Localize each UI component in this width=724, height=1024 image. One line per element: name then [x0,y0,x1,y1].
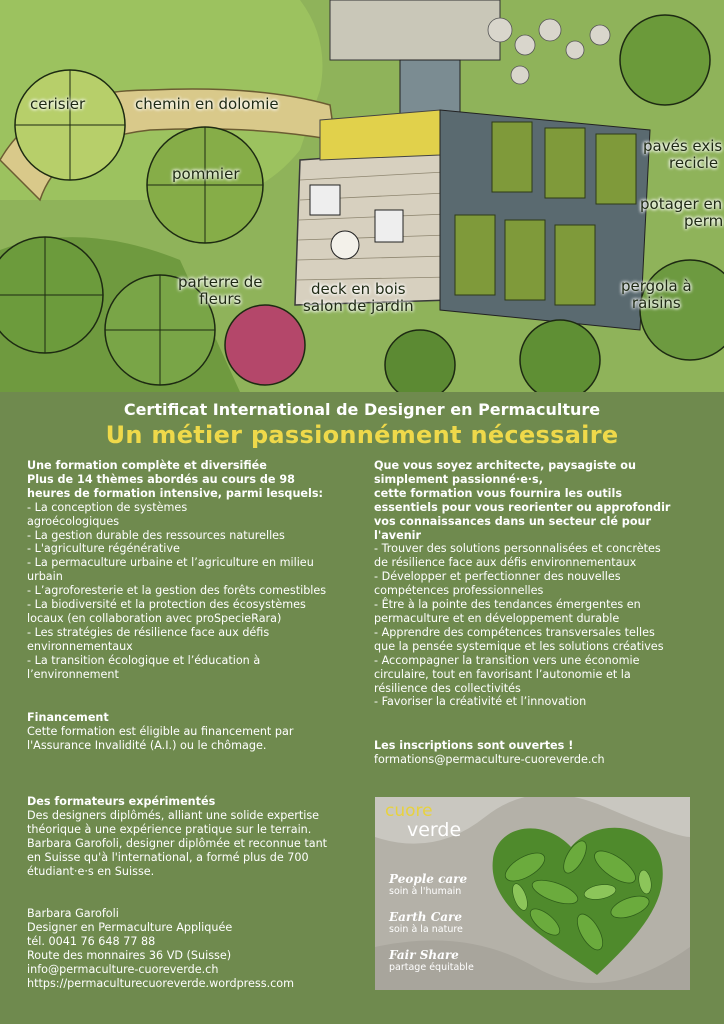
audience-block: Que vous soyez architecte, paysagiste ou simplement passionné·e·s, cette formation vous fournira les outils essentiels pour vous reorienter ou approfondir vos connaissances dans un secteur clé pour l'avenir - Trouver des solutions personnalisées et concrètes de résilience face aux défis environnementaux - Développer et perfectionner des nouvelles compétences professionnelles - Être à la pointe des tendances émergentes en permaculture et en développement durable - Apprendre des compétences transversales telles que la pensée systemique et les solutions créatives - Accompagner la transition vers une économie circulaire, tout en favorisant l’autonomie et la résilience des collectivités - Favoriser la créativité et l’innovation [374,459,671,709]
list-item: - La transition écologique et l’éducation à [27,653,261,667]
inscriptions-title: Les inscriptions sont ouvertes ! [374,739,574,752]
contact-name: Barbara Garofoli [27,907,119,920]
list-item: - L'agriculture régénérative [27,542,180,556]
garden-plan-illustration [0,0,724,392]
list-item: - Accompagner la transition vers une économie [374,653,640,667]
contact-email-link[interactable]: info@permaculture-cuoreverde.ch [27,962,219,976]
label-deck: deck en bois salon de jardin [303,280,414,315]
list-item: l’environnement [27,667,119,681]
brand-name-bottom: verde [407,819,462,841]
motto-earth-care: Earth Care soin à la nature [389,910,463,935]
list-item: urbain [27,570,63,584]
contact-block [27,907,294,990]
benefits-list [374,542,670,709]
list-item: - Apprendre des compétences transversales telles [374,625,655,639]
list-item: - La permaculture urbaine et l’agriculture en milieu [27,556,314,570]
contact-phone[interactable]: tél. 0041 76 648 77 88 [27,934,156,948]
list-item: - La gestion durable des ressources naturelles [27,528,285,542]
garden-plan-drawing [0,0,724,392]
label-chemin: chemin en dolomie [135,95,279,113]
list-item: agroécologiques [27,514,120,528]
motto-people-care: People care soin à l'humain [389,872,468,897]
list-item: permaculture et en développement durable [374,611,620,625]
tagline: Un métier passionnément nécessaire [105,421,619,449]
list-item: circulaire, tout en favorisant l’autonomie et la [374,667,631,681]
list-item: compétences professionnelles [374,584,544,598]
inscriptions-email-link[interactable]: formations@permaculture-cuoreverde.ch [374,752,605,766]
label-paves: pavés exis recicle [643,137,723,172]
list-item: résilience des collectivités [374,681,521,695]
list-item: - La biodiversité et la protection des écosystèmes [27,598,306,612]
formation-block: Une formation complète et diversifiée Plus de 14 thèmes abordés au cours de 98 heures de formation intensive, parmi lesquels: - La conception de systèmes agroécologiques - La gestion durable des ressources naturelles - L'agriculture régénérative - La permaculture urbaine et l’agriculture en milieu urbain - L’agroforesterie et la gestion des forêts comestibles - La biodiversité et la protection des écosystèmes locaux (en collaboration avec proSpecieRara) - Les stratégies de résilience face aux défis environnementaux - La transition écologique et l’éducation à l’environnement [27,459,327,681]
cuore-verde-card [375,797,690,990]
contact-role: Designer en Permaculture Appliquée [27,920,233,934]
list-item: - Favoriser la créativité et l’innovation [374,695,587,709]
certificate-title: Certificat International de Designer en Permaculture [123,400,601,419]
inscriptions-block [374,739,605,767]
list-item: - Être à la pointe des tendances émergentes en [374,598,641,612]
label-cerisier: cerisier [30,95,86,113]
brand-name-top: cuore [385,801,433,821]
label-pergola: pergola à raisins [621,277,692,312]
list-item: - Développer et perfectionner des nouvelles [374,570,621,584]
financement-title: Financement [27,711,109,724]
label-parterre: parterre de fleurs [178,273,263,308]
list-item: de résilience face aux défis environnementaux [374,556,637,570]
list-item: - L’agroforesterie et la gestion des forêts comestibles [27,584,327,598]
list-item: - Les stratégies de résilience face aux défis [27,625,270,639]
contact-address: Route des monnaires 36 VD (Suisse) [27,948,232,962]
formateurs-title: Des formateurs expérimentés [27,795,216,808]
motto-fair-share: Fair Share partage équitable [389,948,474,973]
list-item: - La conception de systèmes [27,500,188,514]
list-item: environnementaux [27,639,133,653]
list-item: locaux (en collaboration avec proSpecieRara) [27,611,282,625]
list-item: - Trouver des solutions personnalisées et concrètes [374,542,661,556]
label-pommier: pommier [172,165,240,183]
label-potager: potager en perm [640,195,724,230]
formateurs-block: Des formateurs expérimentés Des designers diplômés, alliant une solide expertise théorique à une expérience pratique sur le terrain. Barbara Garofoli, designer diplômée et reconnue tant en Suisse qu'à l'international, a formé plus de 700 étudiant·e·s en Suisse. [27,795,328,878]
website-link[interactable]: https://permaculturecuoreverde.wordpress.com [27,976,295,990]
financement-block: Financement Cette formation est éligible au financement par l'Assurance Invalidité (A.I.) ou le chômage. [27,711,294,752]
list-item: que la pensée systemique et les solutions créatives [374,639,664,653]
themes-list [27,501,326,682]
